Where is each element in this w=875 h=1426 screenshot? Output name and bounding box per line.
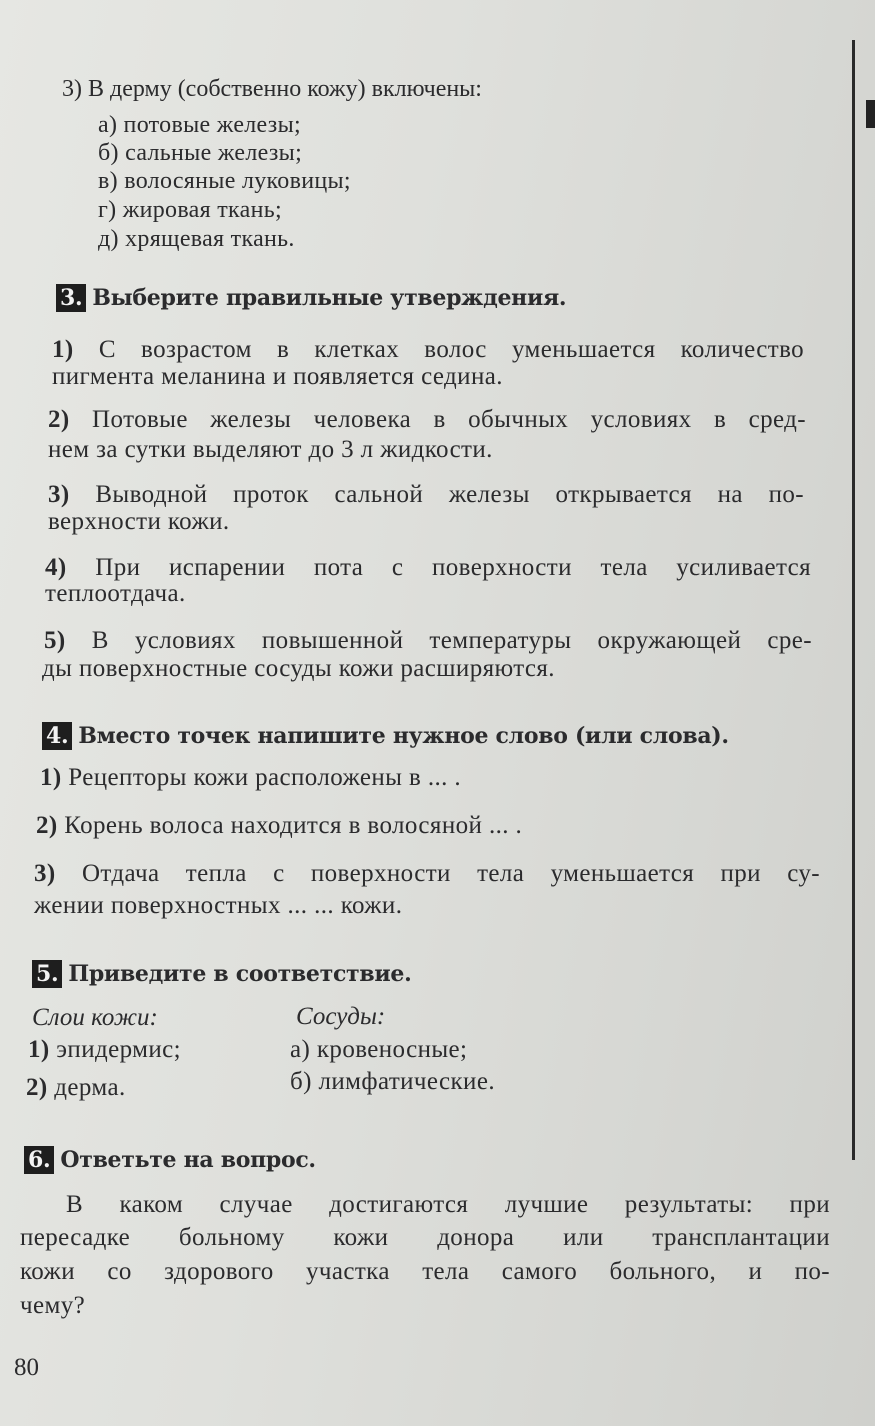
task3-title: Выберите правильные утверждения. [92, 285, 567, 311]
task3-item-2-line2: нем за сутки выделяют до 3 л жидкости. [48, 436, 493, 463]
task5-left-item-1: 1) эпидермис; [28, 1036, 181, 1063]
task6-line-4: чему? [20, 1292, 86, 1319]
task6-line-3: кожи со здорового участка тела самого больного, и по- [20, 1258, 830, 1285]
task5-left-header: Слои кожи: [32, 1004, 158, 1031]
q3-option-e: д) хрящевая ткань. [98, 226, 295, 252]
task4-item-3-line1: 3) Отдача тепла с поверхности тела уменьшается при су- [34, 860, 820, 887]
page-number: 80 [14, 1354, 39, 1381]
q3-option-d: г) жировая ткань; [98, 197, 282, 223]
task5-title: Приведите в соответствие. [68, 961, 412, 987]
task3-item-4-line2: теплоотдача. [45, 580, 186, 607]
task3-item-4-line1: 4) При испарении пота с поверхности тела усиливается [45, 554, 811, 581]
task3-item-1-line2: пигмента меланина и появляется седина. [52, 363, 503, 390]
q3-option-a: а) потовые железы; [98, 112, 301, 138]
q3-intro: 3) В дерму (собственно кожу) включены: [62, 76, 482, 102]
task5-number-badge: 5. [32, 960, 62, 988]
task3-item-5-line1: 5) В условиях повышенной температуры окружающей сре- [44, 627, 812, 654]
task3-heading [56, 284, 566, 312]
task4-item-2: 2) Корень волоса находится в волосяной ... . [36, 812, 523, 839]
task3-item-3-line1: 3) Выводной проток сальной железы открывается на по- [48, 481, 805, 508]
q3-option-b: б) сальные железы; [98, 140, 303, 166]
task4-item-3-line2: жении поверхностных ... ... кожи. [34, 892, 403, 919]
task3-item-5-line2: ды поверхностные сосуды кожи расширяются. [42, 655, 555, 682]
task5-right-item-b: б) лимфатические. [290, 1068, 495, 1095]
task5-right-item-a: а) кровеносные; [290, 1036, 468, 1063]
task4-heading [42, 722, 729, 750]
margin-rule [852, 40, 855, 1160]
task5-heading [32, 960, 411, 988]
task6-number-badge: 6. [24, 1146, 54, 1174]
task5-left-item-2: 2) дерма. [26, 1074, 126, 1101]
q3-option-c: в) волосяные луковицы; [98, 168, 351, 194]
task3-number-badge: 3. [56, 284, 86, 312]
task3-item-2-line1: 2) Потовые железы человека в обычных условиях в сред- [48, 406, 806, 433]
task6-line-1: В каком случае достигаются лучшие результаты: при [66, 1191, 830, 1218]
task6-line-2: пересадке больному кожи донора или трансплантации [20, 1224, 830, 1251]
task4-title: Вместо точек напишите нужное слово (или слова). [78, 723, 729, 749]
task3-item-1-line1: 1) С возрастом в клетках волос уменьшается количество [52, 336, 805, 363]
task6-title: Ответьте на вопрос. [60, 1147, 316, 1173]
task6-heading [24, 1146, 316, 1174]
task4-item-1: 1) Рецепторы кожи расположены в ... . [40, 764, 462, 791]
task3-item-3-line2: верхности кожи. [48, 508, 230, 535]
task4-number-badge: 4. [42, 722, 72, 750]
edge-mark [866, 100, 875, 128]
task5-right-header: Сосуды: [296, 1003, 386, 1030]
